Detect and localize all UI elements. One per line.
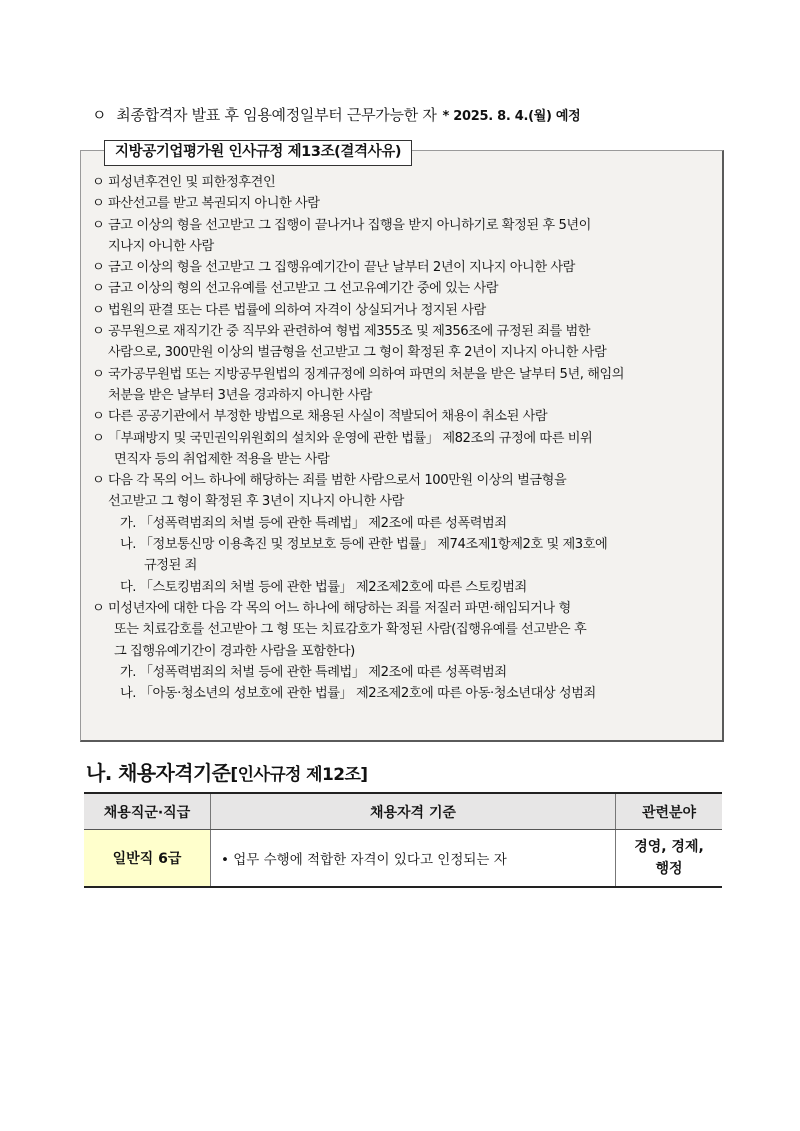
header-criteria: 채용자격 기준 [211, 793, 616, 830]
list-item: ㅇ 금고 이상의 형을 선고받고 그 집행이 끝나거나 집행을 받지 아니하기로 확정된 후 5년이 지나지 아니한 사람 [92, 215, 716, 258]
disqualification-list [92, 172, 716, 704]
bullet-circle-icon: ㅇ [92, 430, 105, 446]
list-item: ㅇ 미성년자에 대한 다음 각 목의 어느 하나에 해당하는 죄를 저질러 파면·해임되거나 형 또는 치료감호를 선고받아 그 형 또는 치료감호가 확정된 사람(집행유예를 선고받은 후 그 집행유예기간이 경과한 사람을 포함한다) [92, 598, 716, 662]
bullet-circle-icon: ㅇ [92, 281, 105, 297]
bullet-circle-icon: ㅇ [92, 260, 105, 276]
sub-item: 나. 「아동·청소년의 성보호에 관한 법률」 제2조제2호에 따른 아동·청소년대상 성범죄 [120, 686, 596, 702]
bullet-circle-icon: ㅇ [92, 175, 105, 190]
bullet-circle-icon: ㅇ [92, 196, 105, 212]
field-cell: 경영, 경제, 행정 [616, 830, 723, 888]
sub-item: 나. 「정보통신망 이용촉진 및 정보보호 등에 관한 법률」 제74조제1항제2호 및 제3호에 규정된 죄 [120, 537, 608, 574]
table-row [84, 830, 722, 888]
section-reference: [인사규정 제12조] [230, 765, 368, 785]
list-item: ㅇ 금고 이상의 형을 선고받고 그 집행유예기간이 끝난 날부터 2년이 지나지 아니한 사람 [92, 257, 716, 278]
list-item: ㅇ 피성년후견인 및 피한정후견인 [92, 172, 716, 193]
list-item: ㅇ 「부패방지 및 국민권익위원회의 설치와 운영에 관한 법률」 제82조의 규정에 따른 비위 면직자 등의 취업제한 적용을 받는 사람 [92, 428, 716, 471]
section-heading: 나. 채용자격기준[인사규정 제12조] [86, 761, 368, 785]
bullet-circle-icon: ㅇ [92, 473, 105, 489]
list-item: ㅇ 공무원으로 재직기간 중 직무와 관련하여 형법 제355조 및 제356조에 규정된 죄를 범한 사람으로, 300만원 이상의 벌금형을 선고받고 그 형이 확정된 후 2년이 지나지 아니한 사람 [92, 321, 716, 364]
table-header-row [84, 793, 722, 830]
header-grade: 채용직군·직급 [84, 793, 211, 830]
list-item: ㅇ 파산선고를 받고 복권되지 아니한 사람 [92, 193, 716, 214]
sub-item: 다. 「스토킹범죄의 처벌 등에 관한 법률」 제2조제2호에 따른 스토킹범죄 [120, 579, 527, 595]
grade-cell: 일반직 6급 [84, 830, 211, 888]
bullet-circle-icon: ㅇ [92, 324, 105, 340]
box-title: 지방공기업평가원 인사규정 제13조(결격사유) [104, 140, 412, 166]
qualification-table [84, 792, 722, 888]
requirement-text: 최종합격자 발표 후 임용예정일부터 근무가능한 자 [116, 106, 437, 124]
bullet-circle-icon: ㅇ [92, 366, 105, 382]
bullet-circle-icon: ㅇ [92, 409, 105, 425]
sub-item: 가. 「성폭력범죄의 처벌 등에 관한 특례법」 제2조에 따른 성폭력범죄 [120, 515, 507, 531]
final-pass-requirement [92, 104, 722, 125]
header-field: 관련분야 [616, 793, 723, 830]
bullet-circle-icon: ㅇ [92, 217, 105, 233]
list-item: ㅇ 다음 각 목의 어느 하나에 해당하는 죄를 범한 사람으로서 100만원 이상의 벌금형을 선고받고 그 형이 확정된 후 3년이 지나지 아니한 사람 [92, 470, 716, 513]
bullet-circle-icon: ㅇ [92, 106, 107, 124]
criteria-cell: • 업무 수행에 적합한 자격이 있다고 인정되는 자 [211, 830, 616, 888]
bullet-circle-icon: ㅇ [92, 302, 105, 318]
list-item: ㅇ 금고 이상의 형의 선고유예를 선고받고 그 선고유예기간 중에 있는 사람 [92, 278, 716, 299]
list-item: ㅇ 다른 공공기관에서 부정한 방법으로 채용된 사실이 적발되어 채용이 취소된 사람 [92, 406, 716, 427]
list-item: ㅇ 국가공무원법 또는 지방공무원법의 징계규정에 의하여 파면의 처분을 받은 날부터 5년, 해임의 처분을 받은 날부터 3년을 경과하지 아니한 사람 [92, 364, 716, 407]
list-item: ㅇ 법원의 판결 또는 다른 법률에 의하여 자격이 상실되거나 정지된 사람 [92, 300, 716, 321]
bullet-circle-icon: ㅇ [92, 600, 105, 616]
sub-item: 가. 「성폭력범죄의 처벌 등에 관한 특례법」 제2조에 따른 성폭력범죄 [120, 664, 507, 680]
date-note: * 2025. 8. 4.(월) 예정 [442, 109, 581, 124]
